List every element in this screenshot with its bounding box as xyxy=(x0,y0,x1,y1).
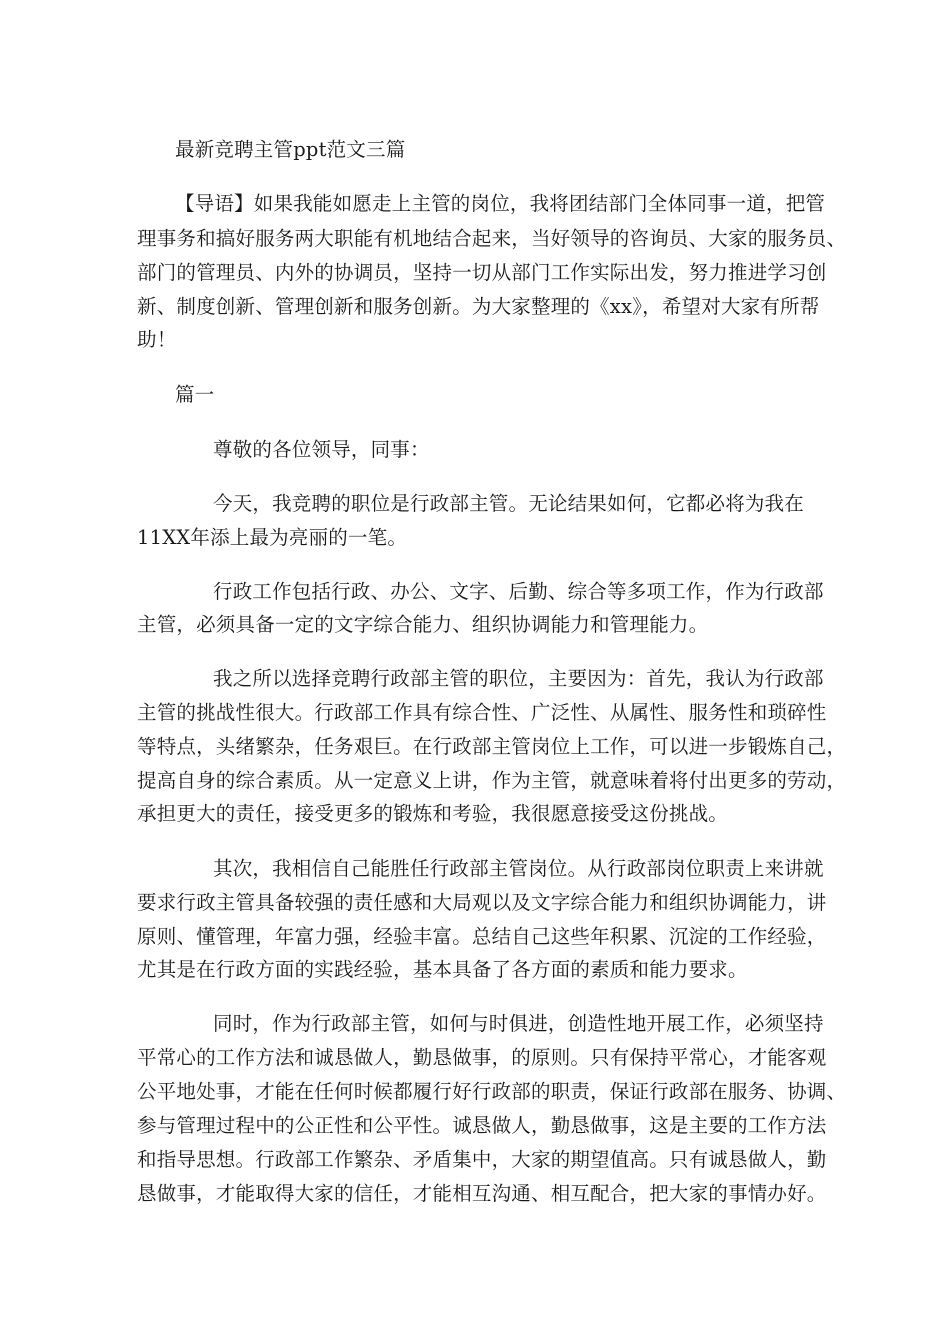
text-line: 行政工作包括行政、办公、文字、后勤、综合等多项工作，作为行政部 xyxy=(213,580,824,603)
text-line: 要求行政主管具备较强的责任感和大局观以及文字综合能力和组织协调能力，讲 xyxy=(137,891,827,914)
text-line: 承担更大的责任，接受更多的锻炼和考验，我很愿意接受这份挑战。 xyxy=(137,802,729,825)
text-line: 参与管理过程中的公正性和公平性。诚恳做人，勤恳做事，这是主要的工作方法 xyxy=(137,1114,827,1137)
section-heading: 篇一 xyxy=(175,383,215,406)
text-line: 公平地处事，才能在任何时候都履行好行政部的职责，保证行政部在服务、协调、 xyxy=(137,1080,847,1103)
text-line: 提高自身的综合素质。从一定意义上讲，作为主管，就意味着将付出更多的劳动， xyxy=(137,769,847,792)
text-line: 助！ xyxy=(137,328,177,351)
text-line: 我之所以选择竞聘行政部主管的职位，主要因为：首先，我认为行政部 xyxy=(213,667,824,690)
document-title: 最新竞聘主管ppt范文三篇 xyxy=(175,138,406,161)
text-line: 恳做事，才能取得大家的信任，才能相互沟通、相互配合，把大家的事情办好。 xyxy=(137,1182,827,1205)
text-line: 等特点，头绪繁杂，任务艰巨。在行政部主管岗位上工作，可以进一步锻炼自己， xyxy=(137,735,847,758)
text-line: 主管的挑战性很大。行政部工作具有综合性、广泛性、从属性、服务性和琐碎性 xyxy=(137,701,827,724)
text-line: 【导语】如果我能如愿走上主管的岗位，我将团结部门全体同事一道，把管 xyxy=(175,192,826,215)
text-line: 今天，我竞聘的职位是行政部主管。无论结果如何，它都必将为我在 xyxy=(213,492,805,515)
text-line: 和指导思想。行政部工作繁杂、矛盾集中，大家的期望值高。只有诚恳做人，勤 xyxy=(137,1148,827,1171)
text-line: 尤其是在行政方面的实践经验，基本具备了各方面的素质和能力要求。 xyxy=(137,958,748,981)
text-line: 11XX年添上最为亮丽的一笔。 xyxy=(137,526,408,549)
salutation: 尊敬的各位领导，同事： xyxy=(213,438,430,461)
text-line: 同时，作为行政部主管，如何与时俱进，创造性地开展工作，必须坚持 xyxy=(213,1012,824,1035)
text-line: 部门的管理员、内外的协调员，坚持一切从部门工作实际出发，努力推进学习创 xyxy=(137,261,827,284)
text-line: 其次，我相信自己能胜任行政部主管岗位。从行政部岗位职责上来讲就 xyxy=(213,857,824,880)
text-line: 理事务和搞好服务两大职能有机地结合起来，当好领导的咨询员、大家的服务员、 xyxy=(137,227,847,250)
text-line: 主管，必须具备一定的文字综合能力、组织协调能力和管理能力。 xyxy=(137,613,709,636)
text-line: 新、制度创新、管理创新和服务创新。为大家整理的《xx》，希望对大家有所帮 xyxy=(137,295,820,318)
text-line: 原则、懂管理，年富力强，经验丰富。总结自己这些年积累、沉淀的工作经验， xyxy=(137,925,827,948)
text-line: 平常心的工作方法和诚恳做人，勤恳做事，的原则。只有保持平常心，才能客观 xyxy=(137,1046,827,1069)
